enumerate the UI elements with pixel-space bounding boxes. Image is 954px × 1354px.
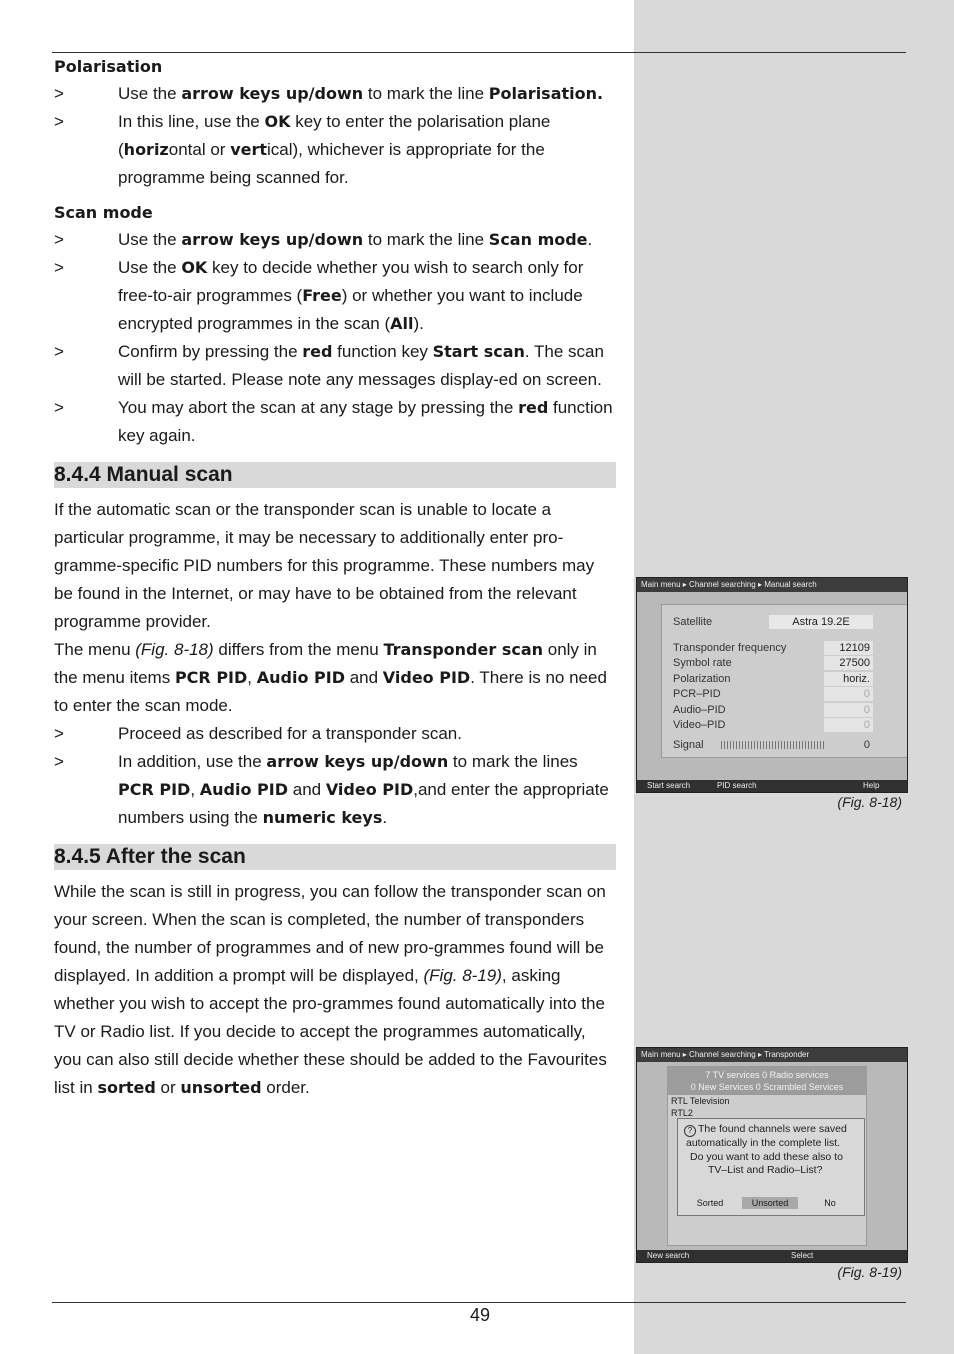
satellite-value: Astra 19.2E	[769, 615, 873, 629]
no-button[interactable]: No	[824, 1198, 836, 1208]
page-number: 49	[469, 1305, 491, 1325]
list-item: > You may abort the scan at any stage by pressing the red function key again.	[54, 398, 613, 445]
signal-bar	[721, 741, 825, 749]
summary-panel: 7 TV services 0 Radio services 0 New Services 0 Scrambled Services	[667, 1066, 867, 1096]
bottom-rule	[52, 1302, 906, 1303]
figure-manual-search-screen	[636, 577, 908, 793]
figure-footer: New search Select	[637, 1250, 907, 1262]
unsorted-button[interactable]: Unsorted	[742, 1197, 798, 1209]
paragraph: If the automatic scan or the transponder scan is unable to locate a particular programme, it may be necessary to additionally enter pro-gramme-specific PID numbers for this programme. These numbers may be found in the Internet, or may have to be obtained from the relevant programme provider.	[54, 500, 595, 631]
question-icon: ?	[684, 1125, 696, 1137]
list-item: > In addition, use the arrow keys up/down to mark the lines PCR PID, Audio PID and Video PID,and enter the appropriate numbers using the numeric keys.	[54, 752, 609, 827]
menu-row: PCR–PID 0	[673, 687, 873, 701]
list-item: RTL2	[671, 1108, 693, 1118]
menu-row: Symbol rate 27500	[673, 656, 873, 670]
menu-row: Video–PID 0	[673, 718, 873, 732]
figure-caption: (Fig. 8-19)	[837, 1264, 902, 1280]
menu-row: Polarization horiz.	[673, 672, 873, 686]
section-heading-manual-scan: 8.4.4 Manual scan	[54, 462, 616, 488]
figure-caption: (Fig. 8-18)	[837, 794, 902, 810]
list-item: > Confirm by pressing the red function key Start scan. The scan will be started. Please note any messages display-ed on screen.	[54, 342, 604, 389]
paragraph: While the scan is still in progress, you can follow the transponder scan on your screen. When the scan is completed, the number of transponders found, the number of programmes and of new pro-grammes found will be displayed. In addition a prompt will be displayed, (Fig. 8-19), asking whether you wish to accept the pro-grammes found automatically into the TV or Radio list. If you decide to accept the programmes automatically, you can also still decide whether these should be added to the Favourites list in sorted or unsorted order.	[54, 882, 607, 1097]
paragraph: The menu (Fig. 8-18) differs from the menu Transponder scan only in the menu items PCR PID, Audio PID and Video PID. There is no need to enter the scan mode.	[54, 640, 607, 715]
list-item: > Use the arrow keys up/down to mark the line Polarisation.	[54, 84, 604, 103]
list-item: > Proceed as described for a transponder scan.	[54, 724, 462, 743]
confirm-dialog: ? The found channels were saved automatically in the complete list. Do you want to add these also to TV–List and Radio–List? Sorted Unsorted No	[677, 1118, 865, 1216]
figure-footer: Start search PID search Help	[637, 780, 907, 792]
list-item: RTL Television	[671, 1096, 730, 1106]
menu-row: Audio–PID 0	[673, 703, 873, 717]
list-item: > Use the arrow keys up/down to mark the line Scan mode.	[54, 230, 593, 249]
signal-row: Signal 0	[673, 739, 870, 751]
scan-mode-heading: Scan mode	[54, 203, 153, 222]
page-content	[54, 54, 616, 1102]
polarisation-heading: Polarisation	[54, 57, 163, 76]
satellite-row: Satellite Astra 19.2E	[673, 615, 873, 629]
list-item: > In this line, use the OK key to enter the polarisation plane (horizontal or vertical), whichever is appropriate for the programme being scanned for.	[54, 112, 551, 187]
figure-transponder-screen	[636, 1047, 908, 1263]
top-rule	[52, 52, 906, 53]
list-item: > Use the OK key to decide whether you wish to search only for free-to-air programmes (Free) or whether you want to include encrypted programmes in the scan (All).	[54, 258, 584, 333]
menu-row: Transponder frequency 12109	[673, 641, 873, 655]
breadcrumb: Main menu ▸ Channel searching ▸ Manual search	[637, 578, 907, 592]
breadcrumb: Main menu ▸ Channel searching ▸ Transponder	[637, 1048, 907, 1062]
section-heading-after-scan: 8.4.5 After the scan	[54, 844, 616, 870]
sorted-button[interactable]: Sorted	[696, 1198, 724, 1208]
